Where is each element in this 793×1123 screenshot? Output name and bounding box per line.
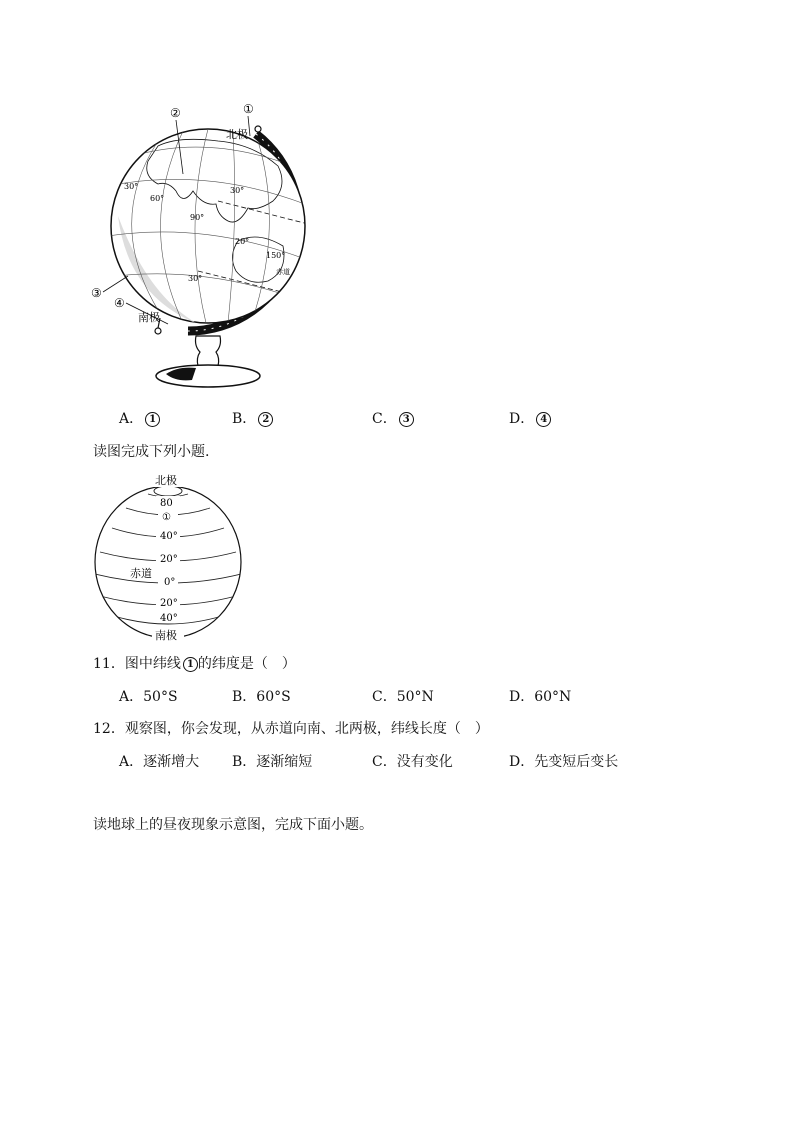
circled-number: 2 [258,412,273,427]
circled-number: 1 [145,412,160,427]
circled-number: 3 [399,412,414,427]
lon-90-label: 90° [190,213,205,222]
q11-option-c[interactable]: C．50°N [372,689,434,705]
lat-30-left-label: 30° [124,182,139,191]
south-pole-label: 南极 [155,629,177,642]
lat-label-80: 80 [160,498,173,509]
lat-30-low-label: 30° [188,274,203,283]
lat-label-20s: 20° [160,598,178,609]
q12-option-d[interactable]: D．先变短后变长 [509,754,619,770]
equator-label: 赤道 [130,567,152,580]
latitude-globe-figure [92,470,244,642]
q10-option-c[interactable]: C． 3 [372,410,414,428]
intro-read-figure: 读图完成下列小题. [93,444,210,460]
q10-option-b[interactable]: B． 2 [232,410,273,428]
lat-label-40s: 40° [160,613,178,624]
lat-30-mid-label: 30° [230,186,245,195]
lat-label-40n: 40° [160,531,178,542]
q12-option-c[interactable]: C．没有变化 [372,754,453,770]
q11-option-a[interactable]: A．50°S [119,689,178,705]
equator-label: 赤道 [276,268,290,276]
q10-option-d[interactable]: D． 4 [509,410,551,428]
circled-number: 1 [183,657,198,672]
lat-20-label: 20° [235,237,250,246]
marker-2-label: ② [170,106,181,120]
q11-option-d[interactable]: D．60°N [509,689,572,705]
globe-stand [196,336,221,366]
q12-option-a[interactable]: A．逐渐增大 [119,754,200,770]
lat-label-20n: 20° [160,554,178,565]
q11-stem: 11．图中纬线 1 的纬度是（ ） [93,656,296,672]
marker-1-label: ① [243,102,254,116]
lon-60-label: 60° [150,194,165,203]
q12-option-b[interactable]: B．逐渐缩短 [232,754,313,770]
q12-stem: 12．观察图，你会发现，从赤道向南、北两极，纬线长度（ ） [93,721,489,737]
marker-4-label: ④ [114,296,125,310]
north-pole-label: 北极 [226,128,248,141]
globe-figure [88,96,328,396]
q11-option-b[interactable]: B．60°S [232,689,291,705]
q10-option-a[interactable]: A． 1 [119,410,160,428]
marker-3-label: ③ [91,286,102,300]
circled-number: 4 [536,412,551,427]
lat-label-0: 0° [164,577,176,588]
intro-day-night: 读地球上的昼夜现象示意图，完成下面小题。 [93,817,373,833]
south-pole-label: 南极 [138,311,160,324]
lat-label-marker-1: ① [162,512,171,523]
north-pole-label: 北极 [155,474,177,487]
lon-150-label: 150° [266,251,286,260]
